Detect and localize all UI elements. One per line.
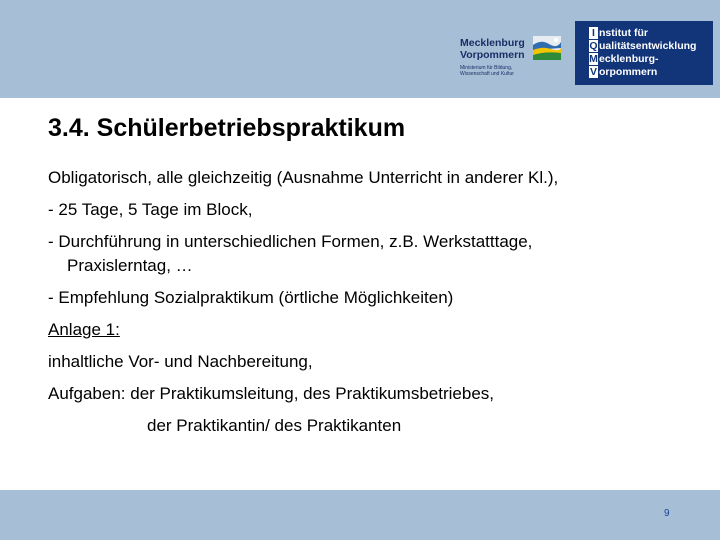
paragraph-durchfuehrung: - Durchführung in unterschiedlichen Formen, z.B. Werkstatttage, (48, 232, 533, 251)
paragraph-vor-nachbereitung: inhaltliche Vor- und Nachbereitung, (48, 352, 313, 371)
paragraph-sozialpraktikum: - Empfehlung Sozialpraktikum (örtliche Möglichkeiten) (48, 288, 454, 307)
logo-iq-rest-4: orpommern (599, 66, 658, 78)
paragraph-25-tage: - 25 Tage, 5 Tage im Block, (48, 200, 253, 219)
paragraph-aufgaben: Aufgaben: der Praktikumsleitung, des Praktikumsbetriebes, (48, 384, 495, 403)
logo-iq-rest-1: nstitut für (599, 27, 648, 39)
logo-iq-cap-2: Q (589, 40, 598, 52)
logo-iq-rest-2: ualitätsentwicklung (599, 40, 697, 52)
paragraph-obligatorisch: Obligatorisch, alle gleichzeitig (Ausnahme Unterricht in anderer Kl.), (48, 168, 559, 187)
iq-mv-logo (575, 21, 713, 85)
slide-body (48, 166, 698, 438)
logo-iq-line-1 (589, 27, 648, 39)
logo-mv-sub2: Wissenschaft und Kultur (460, 71, 514, 77)
anlage-label (48, 318, 698, 342)
logo-mv-line2: Vorpommern (460, 49, 525, 61)
logo-mv-subtitle (460, 65, 540, 77)
logo-iq-cap-1: I (589, 27, 598, 39)
landscape-flag-icon (533, 36, 561, 60)
mecklenburg-vorpommern-logo (455, 30, 565, 82)
logo-iq-line-3 (589, 53, 659, 65)
paragraph-praktikantin: der Praktikantin/ des Praktikanten (147, 416, 402, 435)
anlage-link: Anlage 1: (48, 320, 120, 339)
header-band (0, 0, 720, 98)
logo-iq-rest-3: ecklenburg- (599, 53, 659, 65)
logo-mv-sub1: Ministerium für Bildung, (460, 65, 513, 71)
page-number: 9 (664, 508, 670, 519)
paragraph-praxislerntag: Praxislerntag, … (67, 256, 193, 275)
logo-mv-line1: Mecklenburg (460, 37, 525, 49)
logo-iq-line-2 (589, 40, 696, 52)
slide-title: 3.4. Schülerbetriebspraktikum (48, 114, 406, 142)
logo-iq-cap-4: V (589, 66, 597, 78)
logo-iq-line-4 (589, 66, 657, 78)
logo-iq-cap-3: M (589, 53, 598, 65)
footer-band (0, 490, 720, 540)
logo-mv-name (460, 37, 525, 61)
